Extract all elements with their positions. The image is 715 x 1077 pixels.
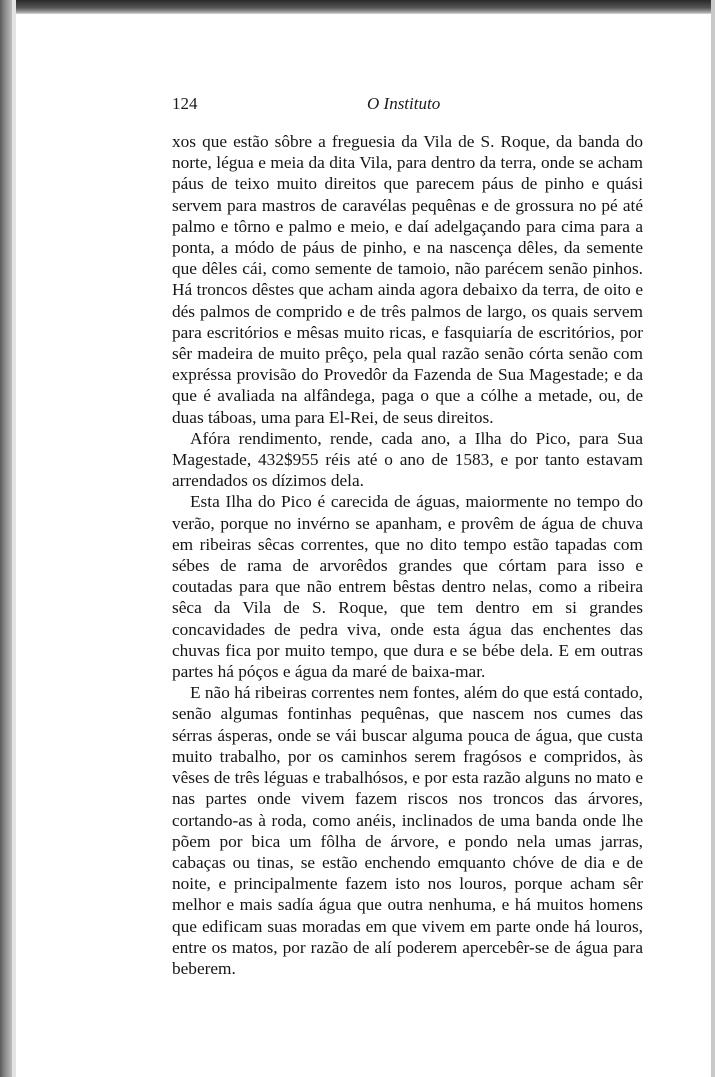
paragraph-springs: E não há ribeiras correntes nem fontes, além do que está contado, senão algumas fontinhas pequênas, que nascem nos cumes das sérras ásperas, onde se vái buscar alguma pouca de água, que custa muito trabalho, por os caminhos serem fragósos e compridos, às vêses de três léguas e trabalhósos, e por esta razão alguns no mato e nas partes onde vivem fazem riscos nos troncos das árvores, cortando-as à roda, como anéis, inclinados de uma banda onde lhe põem por bica um fôlha de árvore, e pondo nela umas jarras, cabaças ou tinas, se estão enchendo emquanto chóve de dia e de noite, e principalmente fazem isto nos louros, porque acham sêr melhor e mais sadía água que outra nenhuma, e há muitos homens que edificam suas moradas em que vivem em parte onde há louros, entre os matos, por razão de alí poderem apercebêr-se de água para beberem. [172, 683, 643, 978]
scan-page-stack [0, 0, 12, 1077]
journal-title: O Instituto [367, 94, 441, 113]
book-page [172, 94, 643, 979]
paragraph-continuation: xos que estão sôbre a freguesia da Vila de S. Roque, da banda do norte, légua e meia da dita Vila, para dentro da terra, onde se acham páus de teixo muito direitos que parecem páus de pinho e quási servem para mastros de caravélas pequênas e de grossura no pé até palmo e tôrno e palmo e meio, e daí adelgaçando para cima para a ponta, a módo de páus de pinho, e na nascença dêles, da semente que dêles cái, como semente de tamoio, não parécem senão pinhos. Há troncos dêstes que acham ainda agora debaixo da terra, de oito e dés palmos de comprido e de três palmos de largo, os quais servem para escritórios e mêsas muito ricas, e fasquiaría de escritórios, por sêr madeira de muito prêço, pela qual razão senão córta senão com expréssa provisão do Provedôr da Fazenda de Sua Magestade; e da que é avaliada na alfândega, paga o que a cólhe a metade, ou, de duas táboas, uma para El-Rei, de seus direitos. [172, 132, 643, 427]
paragraph-revenue: Afóra rendimento, rende, cada ano, a Ilha do Pico, para Sua Magestade, 432$955 réis até o ano de 1583, e por tanto estavam arrendados os dízimos dela. [172, 428, 643, 491]
scan-right-edge [711, 0, 715, 1077]
body-text [172, 131, 643, 979]
scan-binding-edge [0, 0, 715, 14]
scan-page-shadow [12, 0, 16, 1077]
page-number: 124 [172, 94, 198, 113]
paragraph-water-scarcity: Esta Ilha do Pico é carecida de águas, maiormente no tempo do verão, porque no invérno se apanham, e provêm de água de chuva em ribeiras sêcas correntes, que no dito tempo estão tapadas com sébes de rama de arvorêdos grandes que córtam para isso e coutadas para que não entrem bêstas dentro nelas, como a ribeira sêca da Vila de S. Roque, que tem dentro em si grandes concavidades de pedra viva, onde esta água das enchentes das chuvas fica por muito tempo, que dura e se bébe dela. E em outras partes há póços e água da maré de baixa-mar. [172, 492, 643, 682]
running-head [172, 94, 643, 118]
